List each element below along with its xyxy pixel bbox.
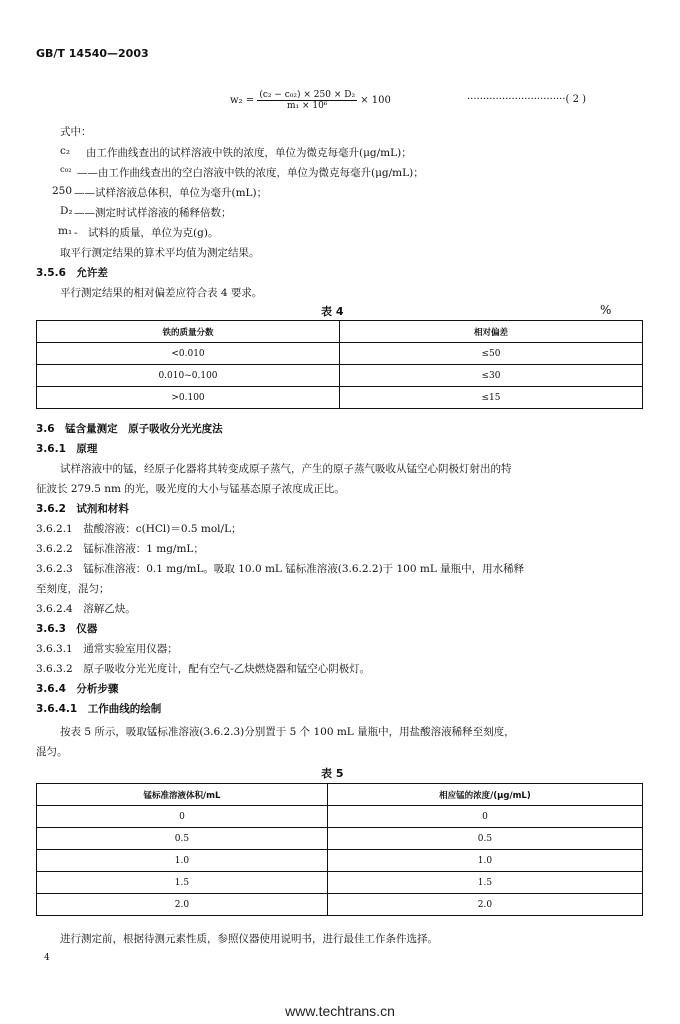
table-cell: ≤15 [340, 387, 643, 409]
formula-fraction [257, 90, 357, 111]
table-cell: 0.5 [37, 828, 328, 850]
table-5 [36, 783, 643, 916]
formula-lhs: w₂ = [230, 95, 255, 106]
formula-numerator: (c₂ − c₀₂) × 250 × D₂ [259, 90, 356, 100]
section-heading: 3.6.1 原理 [36, 443, 98, 455]
list-item: 3.6.2.1 盐酸溶液：c(HCl)＝0.5 mol/L； [36, 523, 242, 535]
table-cell: 2.0 [327, 894, 642, 916]
def-text: ——测定时试样溶液的稀释倍数； [74, 207, 232, 219]
formula-tail: × 100 [360, 95, 391, 106]
formula-number: ( 2 ) [565, 94, 587, 105]
paragraph: 平行测定结果的相对偏差应符合表 4 要求。 [60, 287, 263, 299]
formula-number-leaders [467, 94, 586, 105]
table-row [37, 365, 643, 387]
section-heading: 3.6.2 试剂和材料 [36, 503, 129, 515]
list-item: 3.6.2.2 锰标准溶液：1 mg/mL； [36, 543, 204, 555]
table-header-cell: 锰标准溶液体积/mL [37, 784, 328, 806]
paragraph: 征波长 279.5 nm 的光，吸光度的大小与锰基态原子浓度成正比。 [36, 483, 345, 495]
list-item: 至刻度，混匀； [36, 583, 110, 595]
table-cell: 0 [327, 806, 642, 828]
table-4 [36, 320, 643, 409]
list-item: 3.6.2.4 溶解乙炔。 [36, 603, 136, 615]
table-cell: 1.5 [327, 872, 642, 894]
table-cell: 0.5 [327, 828, 642, 850]
section-heading: 3.6 锰含量测定 原子吸收分光光度法 [36, 423, 223, 435]
result-note: 取平行测定结果的算术平均值为测定结果。 [60, 247, 260, 259]
list-item: 3.6.2.3 锰标准溶液：0.1 mg/mL。吸取 10.0 mL 锰标准溶液(3.6.2.2)于 100 mL 量瓶中，用水稀释 [36, 563, 525, 575]
section-heading: 3.5.6 允许差 [36, 267, 108, 279]
table-unit: % [600, 303, 612, 317]
table-cell: 1.5 [37, 872, 328, 894]
page-number: 4 [44, 953, 50, 963]
section-heading: 3.6.4.1 工作曲线的绘制 [36, 703, 162, 715]
paragraph: 按表 5 所示，吸取锰标准溶液(3.6.2.3)分别置于 5 个 100 mL 量瓶中，用盐酸溶液稀释至刻度， [60, 726, 515, 738]
def-symbol: c₂ [60, 145, 71, 157]
table-row [37, 894, 643, 916]
paragraph: 进行测定前，根据待测元素性质，参照仪器使用说明书，进行最佳工作条件选择。 [60, 933, 438, 945]
table-row [37, 806, 643, 828]
def-symbol: 250 [52, 185, 73, 197]
table-cell: 0.010~0.100 [37, 365, 340, 387]
formula-2 [230, 90, 391, 111]
def-text: ——由工作曲线查出的空白溶液中铁的浓度，单位为微克每毫升(μg/mL)； [77, 167, 424, 179]
def-symbol: c₀₂ [60, 165, 72, 175]
table-cell: <0.010 [37, 343, 340, 365]
table-row [37, 343, 643, 365]
def-symbol: D₂ [60, 205, 73, 217]
where-label: 式中： [60, 126, 92, 138]
paragraph: 试样溶液中的锰，经原子化器将其转变成原子蒸气，产生的原子蒸气吸收从锰空心阴极灯射出的特 [60, 463, 512, 475]
table-header-cell: 相对偏差 [340, 321, 643, 343]
section-heading: 3.6.3 仪器 [36, 623, 98, 635]
table-caption: 表 4 [321, 305, 344, 318]
table-header-row [37, 321, 643, 343]
table-cell: 2.0 [37, 894, 328, 916]
leaders: ······························· [467, 94, 566, 105]
table-cell: 1.0 [37, 850, 328, 872]
table-cell: >0.100 [37, 387, 340, 409]
table-header-cell: 相应锰的浓度/(μg/mL) [327, 784, 642, 806]
table-cell: ≤30 [340, 365, 643, 387]
table-caption: 表 5 [321, 767, 344, 780]
def-text: 由工作曲线查出的试样溶液中铁的浓度，单位为微克每毫升(μg/mL)； [86, 147, 412, 159]
standard-number-header: GB/T 14540—2003 [36, 47, 149, 60]
table-header-row [37, 784, 643, 806]
table-row [37, 828, 643, 850]
table-cell: 0 [37, 806, 328, 828]
footer-url: www.techtrans.cn [285, 1003, 395, 1019]
formula-denominator: m₁ × 10⁶ [286, 101, 328, 111]
paragraph: 混匀。 [36, 746, 68, 758]
table-header-cell: 铁的质量分数 [37, 321, 340, 343]
def-text: - 试料的质量，单位为克(g)。 [74, 227, 219, 239]
def-text: ——试样溶液总体积，单位为毫升(mL)； [74, 187, 268, 199]
def-symbol: m₁ [58, 225, 73, 237]
table-row [37, 387, 643, 409]
list-item: 3.6.3.2 原子吸收分光光度计，配有空气-乙炔燃烧器和锰空心阴极灯。 [36, 663, 371, 675]
table-cell: 1.0 [327, 850, 642, 872]
table-row [37, 872, 643, 894]
table-cell: ≤50 [340, 343, 643, 365]
section-heading: 3.6.4 分析步骤 [36, 683, 119, 695]
table-row [37, 850, 643, 872]
list-item: 3.6.3.1 通常实验室用仪器； [36, 643, 178, 655]
